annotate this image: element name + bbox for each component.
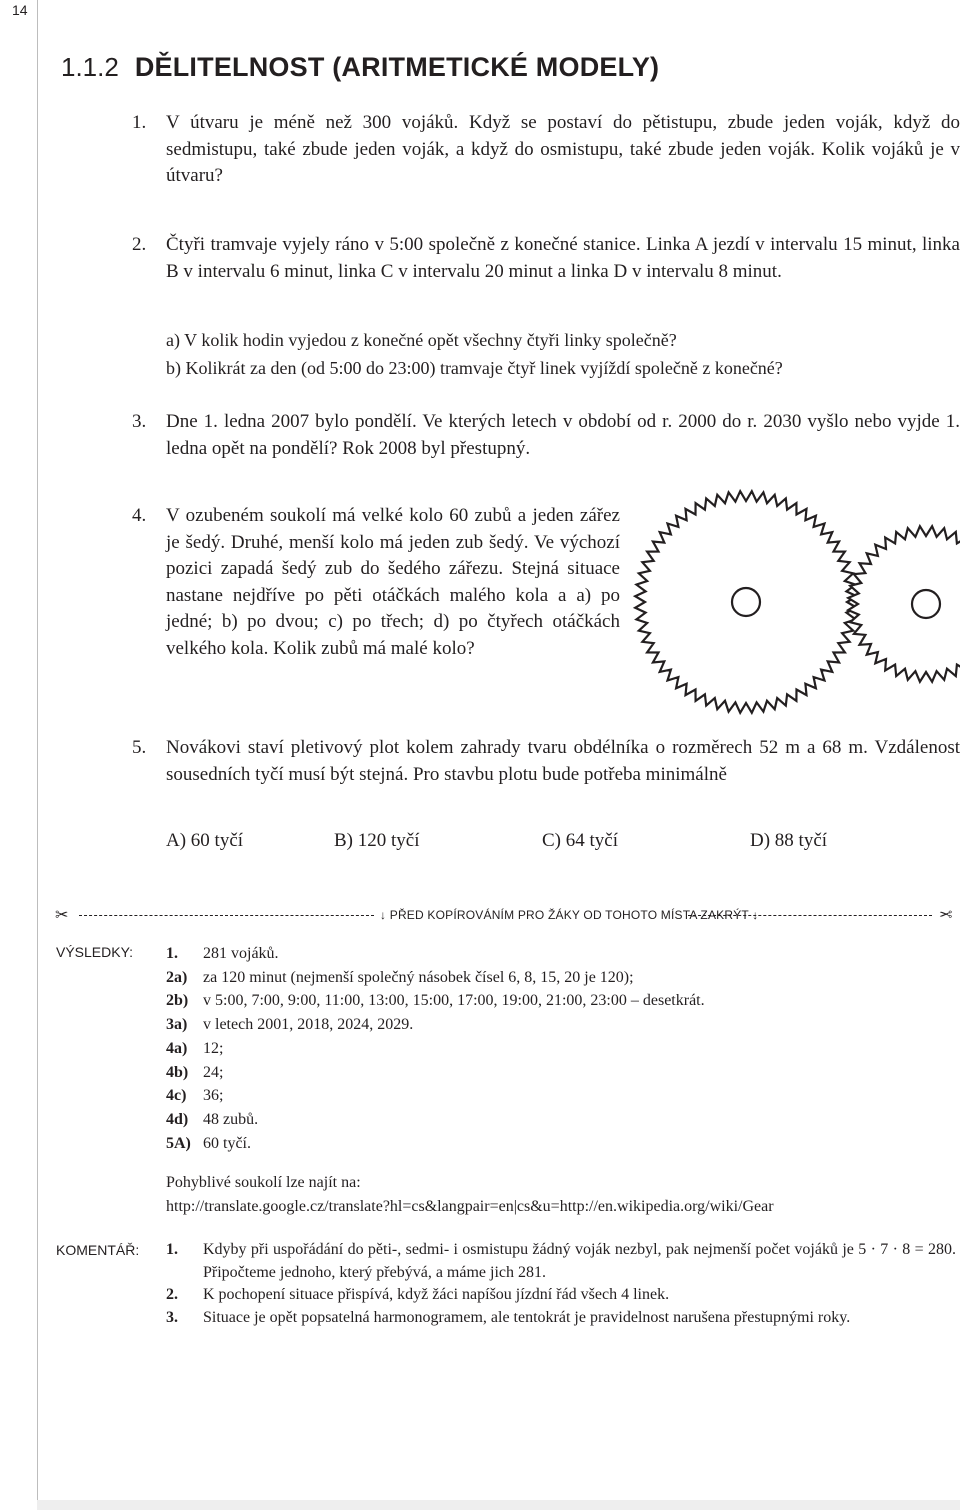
comment-row [166,1307,956,1330]
cut-line-label: ↓ PŘED KOPÍROVÁNÍM PRO ŽÁKY OD TOHOTO MÍSTA ZAKRÝT ↓ [380,908,759,922]
result-key: 5A) [166,1134,191,1152]
scissors-icon: ✂ [939,907,953,924]
result-row [166,942,960,966]
dashed-line-left [79,915,374,916]
result-key: 4b) [166,1063,189,1081]
comments-list [166,1239,956,1329]
problem-text: Novákovi staví pletivový plot kolem zahrady tvaru obdélníka o rozměrech 52 m a 68 m. Vzdálenost sousedních tyčí musí být stejná. Pro stavbu plotu bude potřeba minimálně [166,737,960,785]
result-value: 12; [203,1039,224,1057]
scissors-icon: ✂ [55,907,69,924]
result-value: 60 tyčí. [203,1134,251,1152]
problem-number: 2. [132,234,147,255]
answer-choices [166,830,960,858]
section-number: 1.1.2 [61,52,119,82]
result-key: 4a) [166,1039,188,1057]
result-row [166,1132,960,1156]
small-gear [848,526,960,682]
problem-number: 3. [132,411,147,432]
comment-text: K pochopení situace přispívá, když žáci napíšou jízdní řád všech 4 linek. [203,1286,670,1303]
result-value: v letech 2001, 2018, 2024, 2029. [203,1016,414,1034]
comment-row [166,1284,956,1307]
comment-key: 2. [166,1286,178,1303]
result-value: 48 zubů. [203,1110,259,1128]
result-row [166,1084,960,1108]
result-row [166,1037,960,1061]
result-key: 4d) [166,1110,189,1128]
small-gear-hub [912,590,940,618]
problem-number: 1. [132,112,147,133]
result-row [166,1061,960,1085]
comment-text: Kdyby při uspořádání do pěti-, sedmi- i osmistupu žádný voják nezbyl, pak nejmenší počet vojáků je 5 · 7 · 8 = 280. Připočteme jednoho, který přebývá, a máme jich 281. [203,1241,956,1281]
choice-b: B) 120 tyčí [334,830,420,851]
large-gear [635,491,857,713]
gear-note [166,1171,774,1218]
problem-text: Čtyři tramvaje vyjely ráno v 5:00 společně z konečné stanice. Linka A jezdí v intervalu 15 minut, linka B v intervalu 6 minut, linka C v intervalu 20 minut a linka D v intervalu 8 minut. [166,234,960,282]
problem-5 [132,735,960,788]
comment-key: 1. [166,1241,178,1258]
result-row [166,1013,960,1037]
choice-a: A) 60 tyčí [166,830,244,851]
result-value: 36; [203,1087,224,1105]
small-gear-teeth [848,526,960,682]
problem-number: 5. [132,737,147,758]
result-key: 4c) [166,1087,187,1105]
results-label: VÝSLEDKY: [56,944,134,960]
comment-row [166,1239,956,1284]
result-row [166,1108,960,1132]
choice-c: C) 64 tyčí [542,830,618,851]
problem-number: 4. [132,505,147,526]
result-key: 2b) [166,992,189,1010]
result-row [166,989,960,1013]
result-value: 24; [203,1063,224,1081]
problem-text: V ozubeném soukolí má velké kolo 60 zubů a jeden zářez je šedý. Druhé, menší kolo má jeden zub šedý. Ve výchozí pozici zapadá šedý zub do šedého zářezu. Stejná situace nastane nejdříve po pěti otáčkách malého kola a a) po jedné; b) po dvou; c) po třech; d) po čtyřech otáčkách velkého kola. Kolik zubů má malé kolo? [166,505,620,659]
problem-text: Dne 1. ledna 2007 bylo pondělí. Ve kterých letech v období od r. 2000 do r. 2030 vyšlo nebo vyjde 1. ledna opět na pondělí? Rok 2008 byl přestupný. [166,411,960,459]
result-value: v 5:00, 7:00, 9:00, 11:00, 13:00, 15:00, 17:00, 19:00, 21:00, 23:00 – desetkrát. [203,992,705,1010]
problem-2-question-b: b) Kolikrát za den (od 5:00 do 23:00) tramvaje čtyř linek vyjíždí společně z konečné? [166,358,783,378]
result-key: 1. [166,945,178,962]
problem-2-question-a: a) V kolik hodin vyjedou z konečné opět všechny čtyři linky společně? [166,330,677,350]
section-title: DĚLITELNOST (ARITMETICKÉ MODELY) [134,52,660,82]
problem-text: V útvaru je méně než 300 vojáků. Když se postaví do pětistupu, zbude jeden voják, když do sedmistupu, také zbude jeden voják, a když do osmistupu, také zbude jeden voják. Kolik vojáků je v útvaru? [166,112,960,186]
comment-label: KOMENTÁŘ: [56,1242,140,1258]
large-gear-hub [732,588,760,616]
result-value: za 120 minut (nejmenší společný násobek čísel 6, 8, 15, 20 je 120); [203,968,634,986]
gear-note-text: Pohyblivé soukolí lze najít na: [166,1174,361,1191]
gear-note-link[interactable]: http://translate.google.cz/translate?hl=cs&langpair=en|cs&u=http://en.wikipedia.org/wiki/Gear [166,1197,774,1215]
result-row [166,966,960,990]
choice-d: D) 88 tyčí [750,830,828,851]
comment-key: 3. [166,1308,178,1326]
result-key: 3a) [166,1016,188,1034]
comment-text: Situace je opět popsatelná harmonogramem, ale tentokrát je pravidelnost narušena přestupnými roky. [203,1308,851,1326]
result-key: 2a) [166,968,188,986]
page-number: 14 [12,2,28,18]
dashed-line-right [688,915,932,916]
result-value: 281 vojáků. [203,945,279,962]
cut-line [55,905,960,927]
results-list [166,942,960,1155]
